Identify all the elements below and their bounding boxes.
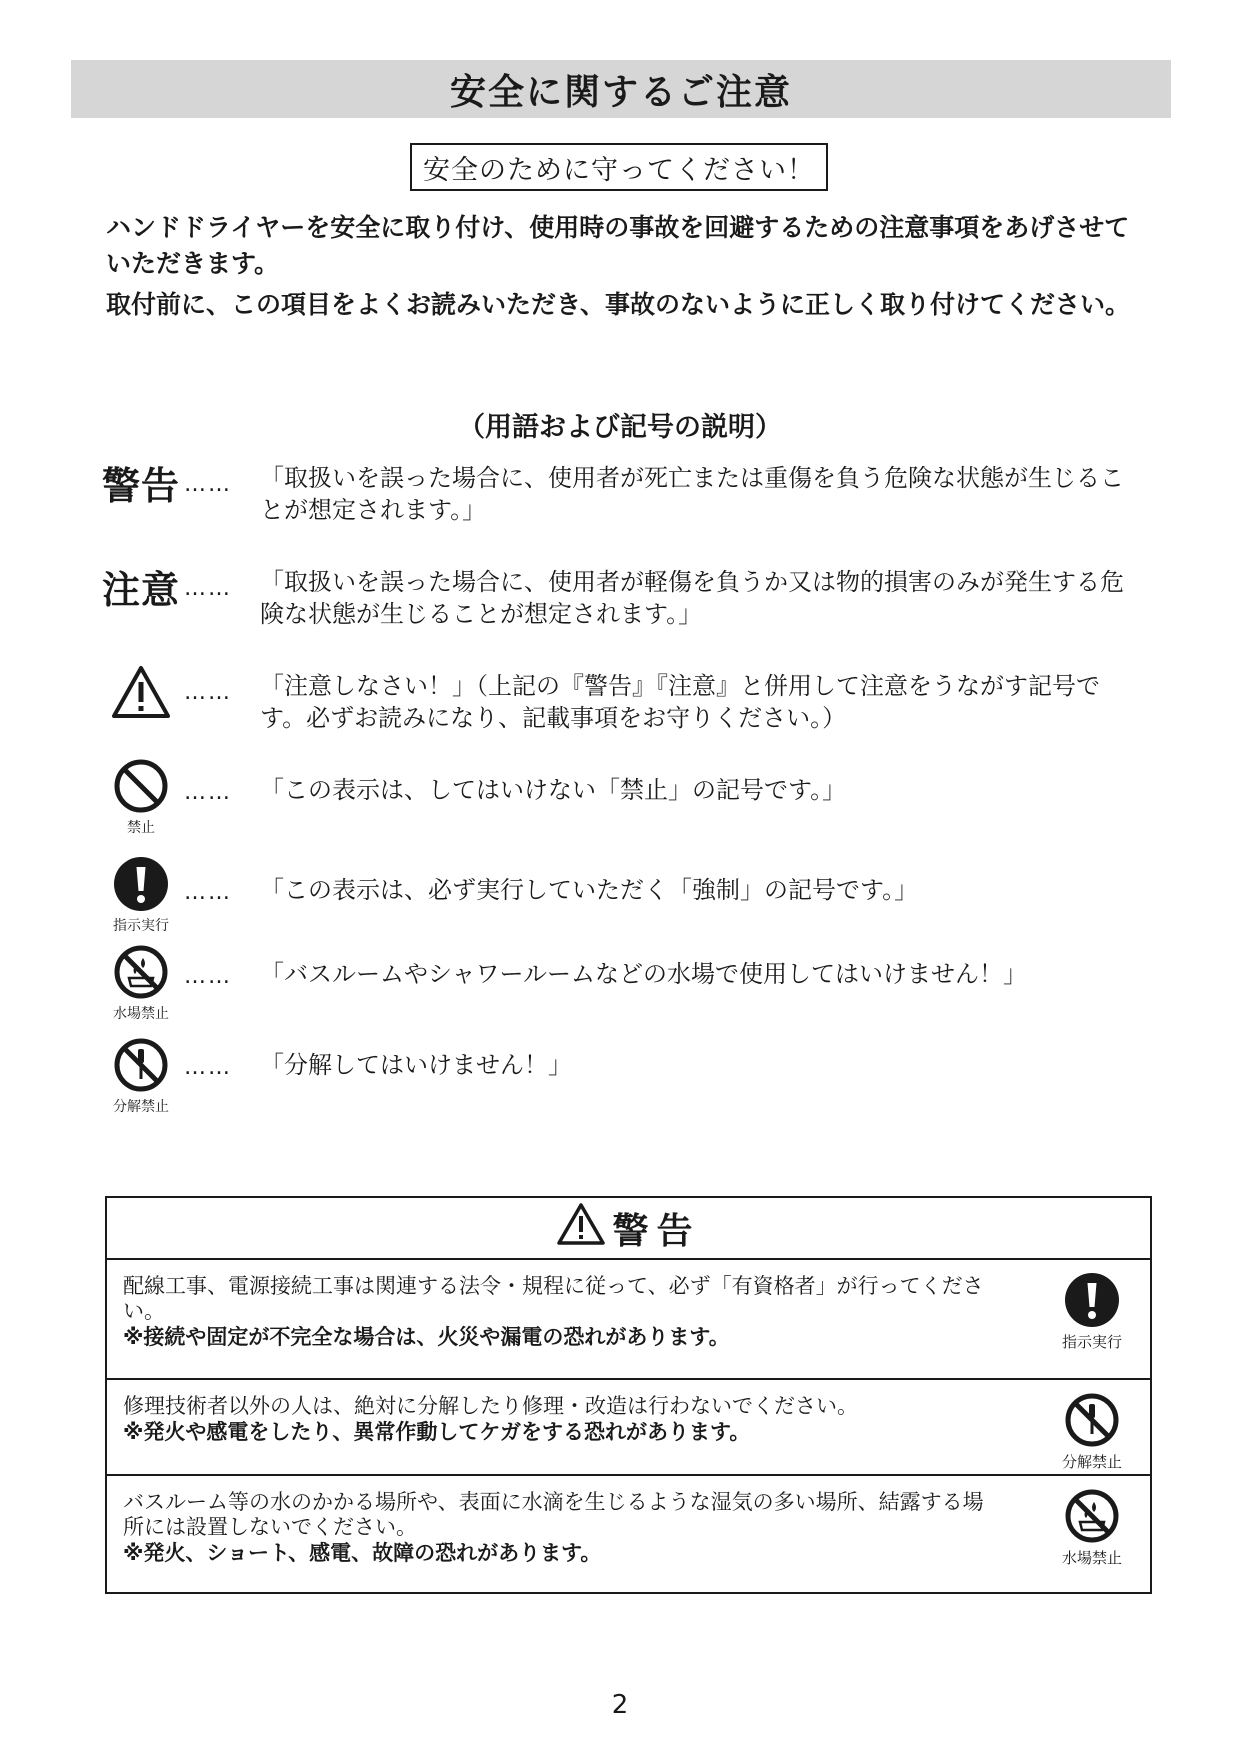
legend-description: 「バスルームやシャワールームなどの水場で使用してはいけません！」 xyxy=(260,960,1028,988)
legend-dots: …… xyxy=(184,964,232,989)
no-disassembly-icon xyxy=(96,1037,186,1115)
warning-item-text: 配線工事、電源接続工事は関連する法令・規程に従って、必ず「有資格者」が行ってください。 xyxy=(123,1274,984,1323)
warning-box-header xyxy=(107,1198,1150,1260)
no-disassembly-icon xyxy=(1052,1392,1132,1471)
legend-description: 「分解してはいけません！」 xyxy=(260,1051,572,1079)
warning-triangle-icon xyxy=(96,664,186,724)
legend-dots: …… xyxy=(184,576,232,601)
legend-description: 「この表示は、してはいけない「禁止」の記号です。」 xyxy=(260,776,847,804)
legend-heading: （用語および記号の説明） xyxy=(458,412,782,443)
warning-triangle-icon xyxy=(556,1202,612,1255)
icon-caption: 水場禁止 xyxy=(1061,1549,1122,1567)
no-wet-area-icon xyxy=(96,944,186,1022)
page-number: 2 xyxy=(611,1690,629,1720)
icon-caption: 指示実行 xyxy=(1061,1333,1122,1351)
warning-item-note: ※発火や感電をしたり、異常作動してケガをする恐れがあります。 xyxy=(123,1420,751,1444)
warning-box xyxy=(105,1196,1152,1594)
icon-caption: 禁止 xyxy=(127,820,155,836)
icon-caption: 分解禁止 xyxy=(1061,1453,1122,1471)
icon-caption: 指示実行 xyxy=(113,918,169,934)
legend-description: 「取扱いを誤った場合に、使用者が死亡または重傷を負う危険な状態が生じることが想定されます。」 xyxy=(260,464,1124,524)
legend-dots: …… xyxy=(184,472,232,497)
warning-item-text: バスルーム等の水のかかる場所や、表面に水滴を生じるような湿気の多い場所、結露する場所には設置しないでください。 xyxy=(123,1490,984,1539)
icon-caption: 分解禁止 xyxy=(113,1099,169,1115)
subtitle-box: 安全のために守ってください！ xyxy=(410,143,828,191)
legend-description: 「注意しなさい！」（上記の『警告』『注意』と併用して注意をうながす記号です。必ずお読みになり、記載事項をお守りください。） xyxy=(260,672,1100,732)
warning-item-note: ※接続や固定が不完全な場合は、火災や漏電の恐れがあります。 xyxy=(123,1325,730,1349)
intro-paragraph-1: ハンドドライヤーを安全に取り付け、使用時の事故を回避するための注意事項をあげさせていただきます。 xyxy=(106,213,1130,278)
page-title: 安全に関するご注意 xyxy=(71,60,1171,118)
legend-description: 「この表示は、必ず実行していただく「強制」の記号です。」 xyxy=(260,876,919,904)
warning-item-note: ※発火、ショート、感電、故障の恐れがあります。 xyxy=(123,1541,602,1565)
warning-item xyxy=(107,1476,1150,1592)
warning-box-title: 警告 xyxy=(612,1210,701,1252)
legend-dots: …… xyxy=(184,780,232,805)
legend-dots: …… xyxy=(184,880,232,905)
legend-dots: …… xyxy=(184,680,232,705)
legend-symbol-warning-word: 警告 xyxy=(101,464,180,508)
legend-symbol-caution-word: 注意 xyxy=(101,568,180,612)
warning-item-text: 修理技術者以外の人は、絶対に分解したり修理・改造は行わないでください。 xyxy=(123,1394,858,1418)
intro-paragraph-2: 取付前に、この項目をよくお読みいただき、事故のないように正しく取り付けてください。 xyxy=(106,290,1131,319)
no-wet-area-icon xyxy=(1052,1488,1132,1567)
warning-item xyxy=(107,1260,1150,1380)
warning-item xyxy=(107,1380,1150,1476)
mandatory-action-icon xyxy=(96,856,186,934)
icon-caption: 水場禁止 xyxy=(113,1006,169,1022)
legend-dots: …… xyxy=(184,1055,232,1080)
legend-description: 「取扱いを誤った場合に、使用者が軽傷を負うか又は物的損害のみが発生する危険な状態が生じることが想定されます。」 xyxy=(260,568,1124,628)
prohibited-icon xyxy=(96,758,186,836)
mandatory-action-icon xyxy=(1052,1272,1132,1351)
